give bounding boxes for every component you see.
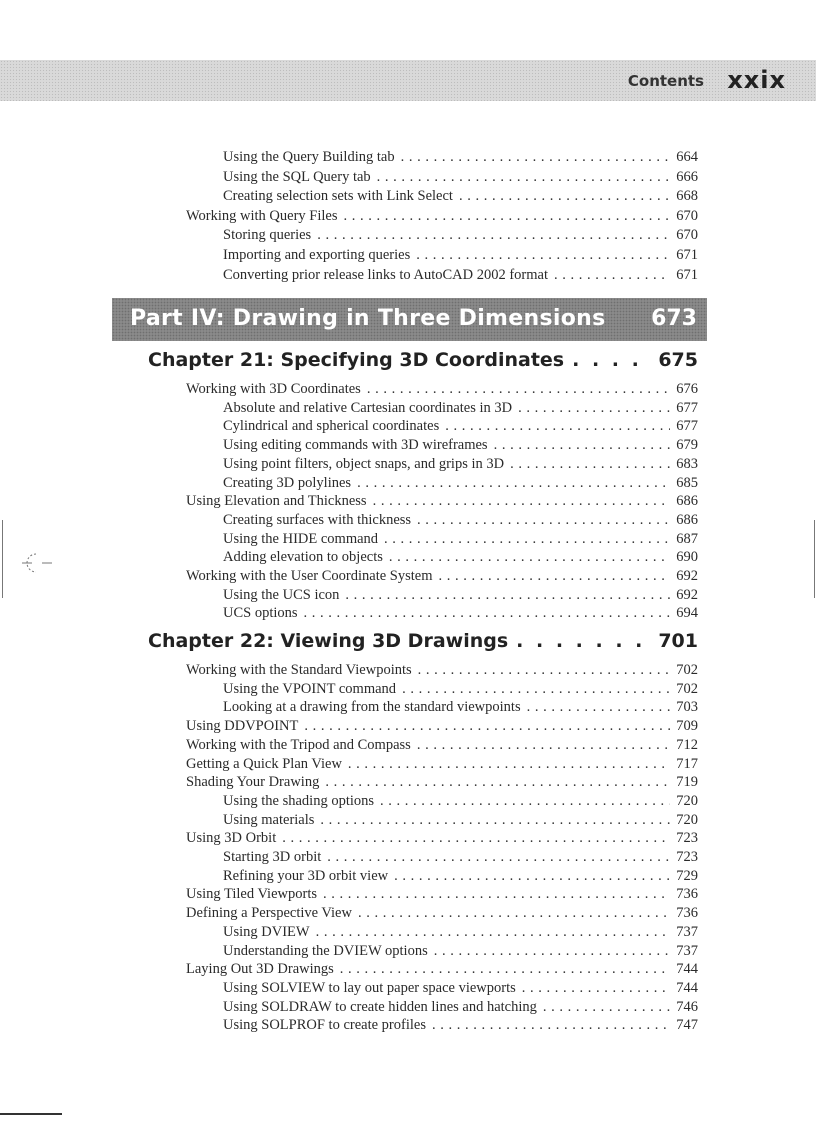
dot-leader [358, 904, 670, 923]
entry-title: Absolute and relative Cartesian coordinates in 3D [223, 399, 513, 416]
entry-page-number: 668 [676, 188, 698, 205]
dot-leader [320, 811, 670, 830]
entry-title: Working with the Standard Viewpoints [186, 662, 412, 678]
entry-page-number: 679 [676, 437, 698, 454]
entry-page-number: 671 [676, 266, 698, 283]
entry-page-number: 720 [676, 792, 698, 809]
entry-title: Refining your 3D orbit view [223, 867, 389, 884]
toc-subsection-entry [223, 680, 698, 699]
dot-leader [345, 586, 670, 605]
entry-title: Creating selection sets with Link Select [223, 188, 453, 205]
entry-title: Looking at a drawing from the standard viewpoints [223, 699, 521, 716]
toc-subsection-entry [223, 998, 698, 1017]
chapter-title: Chapter 22: Viewing 3D Drawings [148, 630, 509, 652]
dot-leader [445, 417, 670, 436]
dot-leader [572, 349, 650, 371]
toc-subsection-entry [223, 266, 698, 285]
entry-title: Using SOLDRAW to create hidden lines and hatching [223, 998, 537, 1015]
toc-subsection-entry [223, 792, 698, 811]
toc-subsection-entry [223, 187, 698, 206]
running-header-label: Contents [627, 72, 704, 90]
entry-title: Shading Your Drawing [186, 774, 320, 791]
entry-title: Using the UCS icon [223, 586, 340, 603]
entry-page-number: 703 [676, 699, 698, 716]
entry-title: Working with Query Files [186, 207, 338, 224]
toc-section-entry [186, 960, 698, 979]
dot-leader [325, 773, 670, 792]
entry-title: Using materials [223, 811, 315, 828]
dot-leader [380, 792, 670, 811]
dot-leader [527, 698, 671, 717]
entry-page-number: 737 [676, 923, 698, 940]
toc-section-entry [186, 661, 698, 680]
entry-page-number: 687 [676, 530, 698, 547]
toc-subsection-entry [223, 148, 698, 167]
toc-section-entry [186, 207, 698, 226]
dot-leader [434, 942, 671, 961]
dot-leader [518, 399, 670, 418]
entry-page-number: 686 [676, 493, 698, 510]
entry-title: Storing queries [223, 227, 312, 244]
entry-title: Converting prior release links to AutoCAD 2002 format [223, 266, 548, 283]
toc-section-entry [186, 773, 698, 792]
toc-subsection-entry [223, 942, 698, 961]
entry-page-number: 719 [676, 774, 698, 791]
chapter-page-number: 701 [658, 630, 698, 652]
dot-leader [439, 567, 671, 586]
entry-page-number: 702 [676, 680, 698, 697]
entry-title: Using the VPOINT command [223, 680, 397, 697]
chapter-title: Chapter 21: Specifying 3D Coordinates [148, 349, 565, 371]
entry-title: Using SOLVIEW to lay out paper space viewports [223, 979, 516, 996]
margin-rule-right [814, 520, 815, 598]
entry-page-number: 729 [676, 867, 698, 884]
dot-leader [389, 548, 670, 567]
entry-page-number: 737 [676, 942, 698, 959]
entry-title: Working with the Tripod and Compass [186, 736, 411, 753]
chapter-heading [148, 349, 698, 371]
dot-leader [340, 960, 670, 979]
entry-title: Importing and exporting queries [223, 247, 411, 263]
toc-section-entry [186, 885, 698, 904]
entry-page-number: 747 [676, 1017, 698, 1034]
entry-page-number: 686 [676, 511, 698, 528]
entry-title: Using the Query Building tab [223, 149, 395, 165]
toc-subsection-entry [223, 455, 698, 474]
entry-title: Using point filters, object snaps, and grips in 3D [223, 455, 505, 472]
entry-title: Using DVIEW [223, 923, 310, 940]
entry-page-number: 723 [676, 830, 698, 847]
entry-title: Working with the User Coordinate System [186, 568, 433, 584]
entry-title: Creating surfaces with thickness [223, 511, 412, 528]
toc-subsection-entry [223, 530, 698, 549]
toc-subsection-entry [223, 979, 698, 998]
entry-page-number: 720 [676, 811, 698, 828]
dot-leader [384, 530, 670, 549]
entry-page-number: 736 [676, 886, 698, 903]
entry-page-number: 685 [676, 474, 698, 491]
entry-page-number: 683 [676, 455, 698, 472]
entry-page-number: 666 [676, 168, 698, 185]
entry-page-number: 744 [676, 961, 698, 978]
entry-title: Using DDVPOINT [186, 718, 299, 735]
toc-subsection-entry [223, 1016, 698, 1035]
dot-leader [377, 168, 671, 187]
dot-leader [348, 755, 670, 774]
entry-page-number: 709 [676, 718, 698, 735]
entry-page-number: 702 [676, 662, 698, 678]
entry-page-number: 676 [676, 381, 698, 397]
entry-page-number: 670 [676, 227, 698, 244]
part-page-number: 673 [651, 306, 697, 331]
entry-title: Getting a Quick Plan View [186, 755, 342, 772]
toc-section-entry [186, 904, 698, 923]
toc-section-entry [186, 717, 698, 736]
toc-subsection-entry [223, 548, 698, 567]
toc-section-entry [186, 380, 698, 399]
page-number: xxix [727, 66, 786, 94]
dot-leader [494, 436, 671, 455]
toc-subsection-entry [223, 698, 698, 717]
entry-title: Cylindrical and spherical coordinates [223, 418, 440, 435]
part-title: Part IV: Drawing in Three Dimensions [130, 306, 606, 331]
dot-leader [323, 885, 670, 904]
dot-leader [357, 474, 670, 493]
entry-title: Using SOLPROF to create profiles [223, 1017, 426, 1034]
entry-title: UCS options [223, 605, 298, 622]
entry-page-number: 692 [676, 586, 698, 603]
dot-leader [417, 736, 670, 755]
entry-title: Using Elevation and Thickness [186, 493, 367, 510]
dot-leader [394, 867, 670, 886]
dot-leader [459, 187, 670, 206]
toc-subsection-entry [223, 417, 698, 436]
entry-page-number: 677 [676, 418, 698, 435]
dot-leader [554, 266, 670, 285]
toc-section-entry [186, 736, 698, 755]
toc-subsection-entry [223, 168, 698, 187]
dot-leader [282, 829, 670, 848]
entry-title: Understanding the DVIEW options [223, 942, 428, 959]
entry-page-number: 670 [676, 207, 698, 224]
dot-leader [416, 246, 670, 265]
dot-leader [373, 492, 671, 511]
entry-page-number: 746 [676, 998, 698, 1015]
entry-title: Using editing commands with 3D wireframes [223, 437, 488, 454]
dot-leader [417, 511, 670, 530]
dot-leader [304, 604, 671, 623]
toc-subsection-entry [223, 436, 698, 455]
entry-page-number: 677 [676, 399, 698, 416]
entry-page-number: 671 [676, 247, 698, 263]
toc-subsection-entry [223, 867, 698, 886]
entry-title: Using the shading options [223, 792, 375, 809]
toc-subsection-entry [223, 811, 698, 830]
toc-section-entry [186, 829, 698, 848]
entry-page-number: 664 [676, 149, 698, 165]
chapter-heading [148, 630, 698, 652]
entry-title: Using Tiled Viewports [186, 886, 317, 903]
toc-subsection-entry [223, 604, 698, 623]
entry-page-number: 717 [676, 755, 698, 772]
margin-rule-left [2, 520, 3, 598]
toc-section-entry [186, 567, 698, 586]
entry-title: Using 3D Orbit [186, 830, 277, 847]
dot-leader [316, 923, 671, 942]
toc-subsection-entry [223, 511, 698, 530]
dot-leader [516, 630, 650, 652]
dot-leader [418, 661, 671, 680]
toc-subsection-entry [223, 399, 698, 418]
toc-subsection-entry [223, 848, 698, 867]
entry-page-number: 736 [676, 905, 698, 922]
dot-leader [543, 998, 670, 1017]
dot-leader [402, 680, 670, 699]
toc-subsection-entry [223, 923, 698, 942]
entry-title: Defining a Perspective View [186, 905, 352, 922]
toc-subsection-entry [223, 586, 698, 605]
chapter-page-number: 675 [658, 349, 698, 371]
toc-section-entry [186, 492, 698, 511]
entry-title: Starting 3D orbit [223, 849, 322, 865]
registration-mark-icon [22, 548, 52, 578]
entry-page-number: 723 [676, 849, 698, 865]
entry-page-number: 712 [676, 736, 698, 753]
toc-subsection-entry [223, 246, 698, 265]
dot-leader [317, 226, 670, 245]
entry-title: Using the HIDE command [223, 530, 379, 547]
dot-leader [304, 717, 670, 736]
dot-leader [510, 455, 670, 474]
toc-subsection-entry [223, 226, 698, 245]
entry-page-number: 690 [676, 549, 698, 566]
toc-section-entry [186, 755, 698, 774]
dot-leader [401, 148, 671, 167]
dot-leader [522, 979, 670, 998]
entry-title: Laying Out 3D Drawings [186, 961, 334, 978]
entry-title: Adding elevation to objects [223, 549, 383, 566]
dot-leader [343, 207, 670, 226]
toc-subsection-entry [223, 474, 698, 493]
dot-leader [432, 1016, 670, 1035]
entry-page-number: 692 [676, 568, 698, 584]
entry-title: Creating 3D polylines [223, 474, 352, 491]
entry-page-number: 744 [676, 979, 698, 996]
dot-leader [367, 380, 670, 399]
footer-rule [0, 1113, 62, 1115]
entry-page-number: 694 [676, 605, 698, 622]
entry-title: Working with 3D Coordinates [186, 381, 361, 397]
part-banner [112, 298, 707, 341]
dot-leader [327, 848, 670, 867]
entry-title: Using the SQL Query tab [223, 168, 371, 185]
